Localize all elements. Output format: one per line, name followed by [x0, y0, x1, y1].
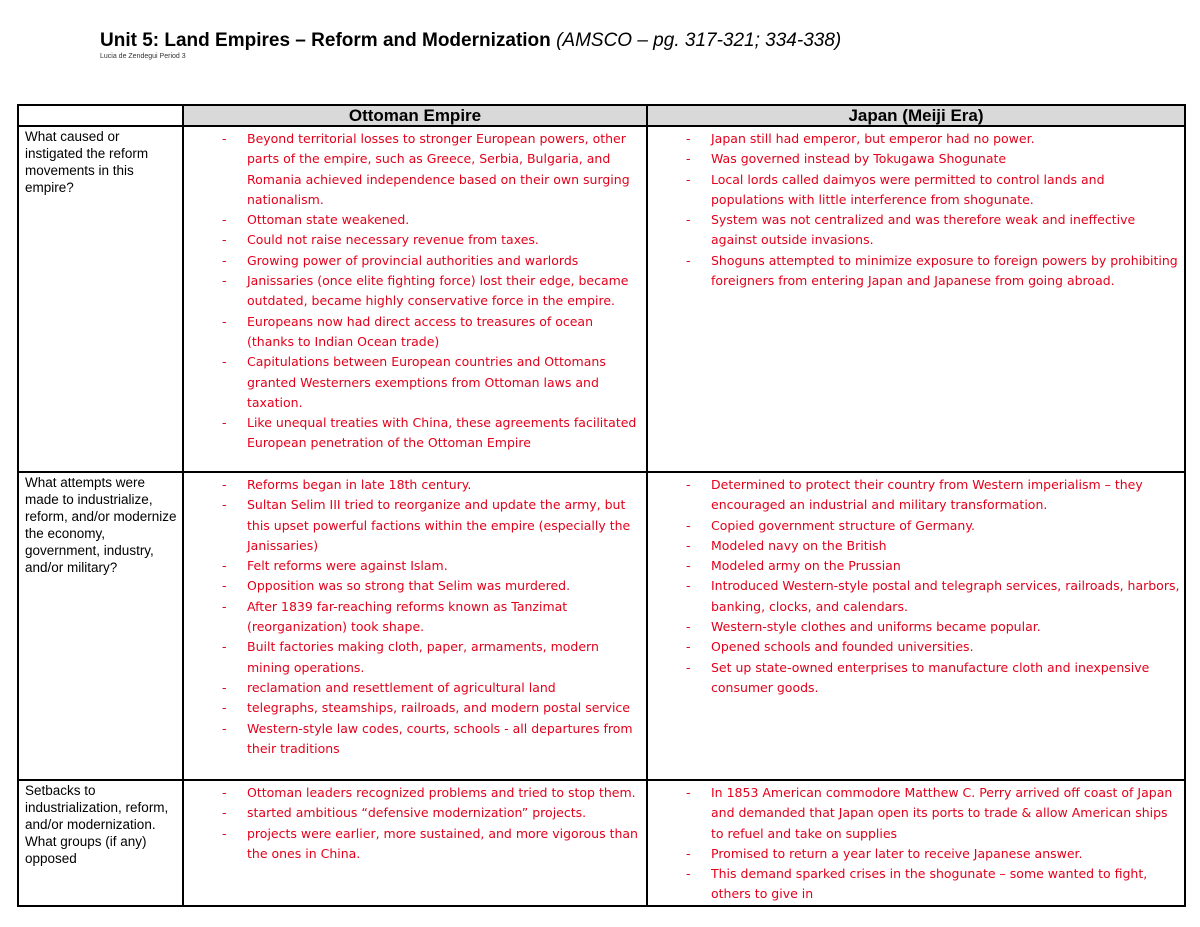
- bullet-dash: -: [686, 619, 691, 635]
- ottoman-bullet-list: [184, 475, 642, 759]
- list-item: [184, 271, 642, 312]
- question-cell: Setbacks to industrialization, reform, and/or modernization. What groups (if any) opposed: [18, 780, 183, 906]
- table-row: [18, 472, 1185, 780]
- list-item: [648, 475, 1180, 516]
- ottoman-bullet-list: [184, 129, 642, 454]
- list-item-text: Ottoman state weakened.: [247, 212, 410, 228]
- ottoman-answer-cell: [183, 780, 647, 906]
- bullet-dash: -: [686, 866, 691, 882]
- bullet-dash: -: [686, 639, 691, 655]
- list-item: [648, 516, 1180, 536]
- list-item-text: Western-style clothes and uniforms became popular.: [711, 619, 1041, 635]
- bullet-dash: -: [222, 477, 227, 492]
- list-item: [648, 844, 1180, 864]
- list-item: [184, 210, 642, 230]
- list-item: [184, 129, 642, 210]
- page-title: [100, 30, 841, 52]
- list-item-text: projects were earlier, more sustained, and more vigorous than the ones in China.: [247, 825, 638, 861]
- question-cell: What attempts were made to industrialize, reform, and/or modernize the economy, government, industry, and/or military?: [18, 472, 183, 780]
- bullet-dash: -: [222, 679, 227, 695]
- list-item-text: Felt reforms were against Islam.: [247, 558, 448, 574]
- japan-bullet-list: [648, 783, 1180, 905]
- list-item: [184, 413, 642, 454]
- bullet-dash: -: [686, 151, 691, 167]
- list-item-text: Local lords called daimyos were permitted to control lands and populations with little interference from shogunate.: [711, 171, 1105, 207]
- list-item: [648, 658, 1180, 699]
- bullet-dash: -: [222, 578, 227, 594]
- list-item-text: Built factories making cloth, paper, armaments, modern mining operations.: [247, 639, 599, 675]
- list-item: [648, 149, 1180, 169]
- list-item-text: After 1839 far-reaching reforms known as Tanzimat (reorganization) took shape.: [247, 598, 568, 635]
- title-text: Unit 5: Land Empires – Reform and Modernization: [100, 30, 551, 51]
- list-item: [648, 170, 1180, 211]
- list-item-text: Opened schools and founded universities.: [711, 639, 974, 655]
- list-item: [184, 637, 642, 678]
- list-item-text: telegraphs, steamships, railroads, and modern postal service: [247, 700, 630, 716]
- list-item-text: Japan still had emperor, but emperor had no power.: [711, 131, 1035, 146]
- bullet-dash: -: [686, 131, 691, 146]
- list-item: [184, 475, 642, 495]
- list-item-text: Could not raise necessary revenue from taxes.: [247, 232, 539, 248]
- list-item-text: Introduced Western-style postal and telegraph services, railroads, harbors, banking, clocks, and calendars.: [711, 578, 1180, 614]
- list-item-text: Like unequal treaties with China, these agreements facilitated European penetration of the Ottoman Empire: [247, 415, 637, 451]
- bullet-dash: -: [686, 252, 691, 268]
- bullet-dash: -: [686, 845, 691, 861]
- list-item: [184, 678, 642, 698]
- list-item-text: In 1853 American commodore Matthew C. Perry arrived off coast of Japan and demanded that Japan open its ports to trade & allow American ships to refuel and take on supplies: [711, 785, 1173, 841]
- comparison-table: [17, 104, 1186, 907]
- list-item: [648, 637, 1180, 657]
- bullet-dash: -: [686, 537, 691, 553]
- ottoman-answer-cell: [183, 126, 647, 472]
- table-body: [18, 126, 1185, 906]
- list-item: [184, 783, 642, 803]
- list-item: [184, 576, 642, 596]
- list-item-text: Copied government structure of Germany.: [711, 517, 975, 533]
- list-item-text: Growing power of provincial authorities and warlords: [247, 252, 579, 268]
- list-item: [648, 783, 1180, 844]
- bullet-dash: -: [686, 212, 691, 228]
- list-item-text: Janissaries (once elite fighting force) lost their edge, became outdated, became highly conservative force in the empire.: [247, 273, 629, 309]
- bullet-dash: -: [222, 785, 227, 800]
- list-item: [648, 210, 1180, 251]
- list-item: [184, 556, 642, 576]
- list-item: [648, 864, 1180, 905]
- list-item-text: Promised to return a year later to receive Japanese answer.: [711, 845, 1083, 861]
- bullet-dash: -: [686, 171, 691, 187]
- bullet-dash: -: [686, 517, 691, 533]
- reference-text: (AMSCO – pg. 317-321; 334-338): [556, 30, 842, 51]
- bullet-dash: -: [686, 785, 691, 800]
- list-item: [184, 597, 642, 638]
- list-item-text: started ambitious “defensive modernization” projects.: [247, 805, 587, 821]
- list-item-text: Modeled navy on the British: [711, 537, 887, 553]
- list-item-text: reclamation and resettlement of agricultural land: [247, 679, 556, 695]
- list-item: [184, 251, 642, 271]
- bullet-dash: -: [222, 805, 227, 821]
- list-item-text: Opposition was so strong that Selim was murdered.: [247, 578, 571, 594]
- ottoman-bullet-list: [184, 783, 642, 864]
- list-item-text: Set up state-owned enterprises to manufacture cloth and inexpensive consumer goods.: [711, 659, 1150, 695]
- list-item: [184, 230, 642, 250]
- column-header-ottoman: Ottoman Empire: [183, 105, 647, 126]
- list-item-text: Europeans now had direct access to treasures of ocean (thanks to Indian Ocean trade): [247, 313, 594, 349]
- list-item: [184, 352, 642, 413]
- bullet-dash: -: [222, 497, 227, 513]
- corner-cell: [18, 105, 183, 126]
- list-item: [184, 495, 642, 556]
- list-item: [184, 698, 642, 718]
- bullet-dash: -: [222, 700, 227, 716]
- bullet-dash: -: [222, 273, 227, 289]
- japan-bullet-list: [648, 475, 1180, 698]
- bullet-dash: -: [686, 477, 691, 492]
- list-item-text: Determined to protect their country from Western imperialism – they encouraged an industrial and military transformation.: [711, 477, 1143, 513]
- bullet-dash: -: [686, 558, 691, 574]
- list-item-text: System was not centralized and was therefore weak and ineffective against outside invasions.: [711, 212, 1136, 248]
- list-item: [184, 803, 642, 823]
- bullet-dash: -: [222, 558, 227, 574]
- bullet-dash: -: [222, 720, 227, 736]
- list-item: [648, 536, 1180, 556]
- japan-answer-cell: [647, 780, 1185, 906]
- list-item: [184, 719, 642, 760]
- bullet-dash: -: [686, 659, 691, 675]
- list-item-text: Modeled army on the Prussian: [711, 558, 901, 574]
- ottoman-answer-cell: [183, 472, 647, 780]
- japan-answer-cell: [647, 126, 1185, 472]
- bullet-dash: -: [222, 598, 227, 614]
- list-item: [648, 556, 1180, 576]
- bullet-dash: -: [222, 415, 227, 431]
- table-row: [18, 126, 1185, 472]
- list-item: [648, 617, 1180, 637]
- bullet-dash: -: [222, 825, 227, 841]
- japan-bullet-list: [648, 129, 1180, 291]
- list-item-text: This demand sparked crises in the shogunate – some wanted to fight, others to give in: [711, 866, 1148, 902]
- header-row: [18, 105, 1185, 126]
- list-item-text: Ottoman leaders recognized problems and tried to stop them.: [247, 785, 636, 800]
- list-item-text: Was governed instead by Tokugawa Shogunate: [711, 151, 1007, 167]
- column-header-japan: Japan (Meiji Era): [647, 105, 1185, 126]
- list-item: [648, 129, 1180, 149]
- list-item-text: Reforms began in late 18th century.: [247, 477, 472, 492]
- author-line: Lucia de Zendegui Period 3: [100, 53, 186, 60]
- bullet-dash: -: [222, 232, 227, 248]
- list-item-text: Shoguns attempted to minimize exposure to foreign powers by prohibiting foreigners from entering Japan and Japanese from going abroad.: [711, 252, 1178, 289]
- bullet-dash: -: [222, 354, 227, 370]
- bullet-dash: -: [222, 212, 227, 228]
- list-item: [648, 251, 1180, 292]
- list-item: [648, 576, 1180, 617]
- list-item-text: Beyond territorial losses to stronger European powers, other parts of the empire, such as Greece, Serbia, Bulgaria, and Romania achieved independence based on their own surging nationalism.: [247, 131, 630, 207]
- list-item: [184, 824, 642, 865]
- question-cell: What caused or instigated the reform movements in this empire?: [18, 126, 183, 472]
- japan-answer-cell: [647, 472, 1185, 780]
- list-item-text: Capitulations between European countries and Ottomans granted Westerners exemptions from Ottoman laws and taxation.: [247, 354, 606, 410]
- bullet-dash: -: [222, 639, 227, 655]
- bullet-dash: -: [222, 313, 227, 329]
- table-row: [18, 780, 1185, 906]
- bullet-dash: -: [222, 252, 227, 268]
- list-item-text: Sultan Selim III tried to reorganize and update the army, but this upset powerful factions within the empire (especially the Janissaries): [247, 497, 631, 553]
- list-item: [184, 312, 642, 353]
- list-item-text: Western-style law codes, courts, schools - all departures from their traditions: [247, 720, 633, 756]
- bullet-dash: -: [686, 578, 691, 594]
- bullet-dash: -: [222, 131, 227, 146]
